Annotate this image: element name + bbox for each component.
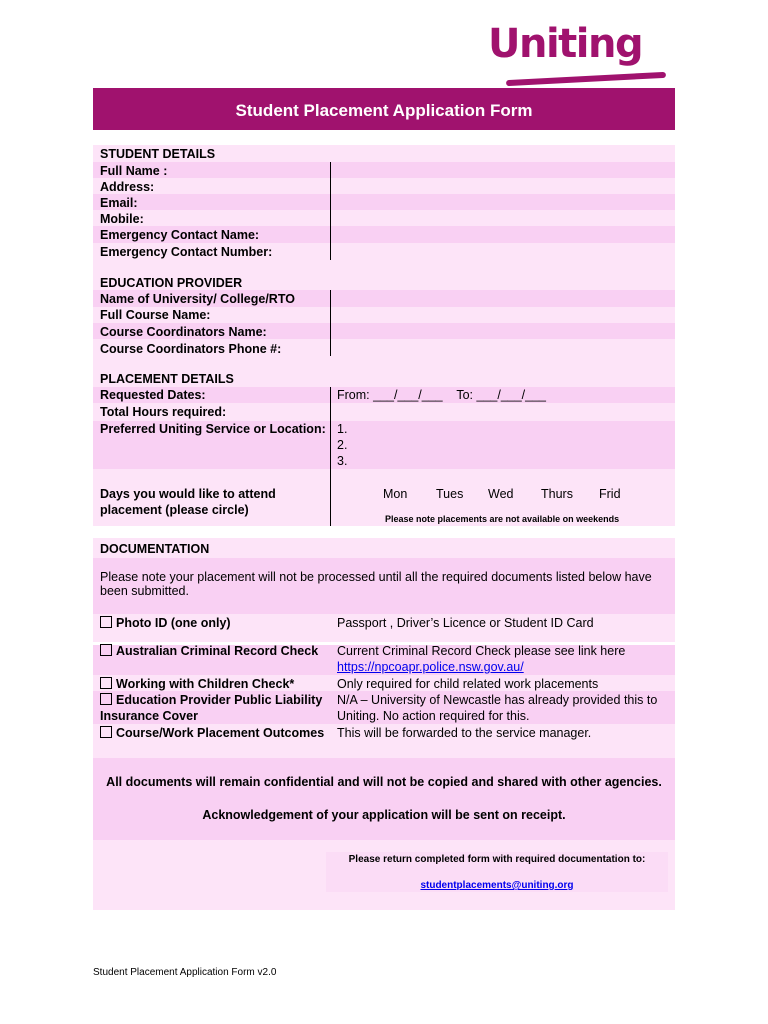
field-label-requested-dates: Requested Dates: [100, 388, 206, 402]
doc-item-detail: N/A – University of Newcastle has already provided this to Uniting. No action required for this. [337, 693, 658, 723]
doc-item-public-liability [100, 692, 325, 724]
field-label-coordinator-name: Course Coordinators Name: [100, 325, 267, 339]
checkbox-criminal-check[interactable] [100, 644, 112, 656]
day-option-mon[interactable]: Mon [383, 487, 408, 501]
checkbox-course-outcomes[interactable] [100, 726, 112, 738]
from-label: From: [337, 388, 370, 402]
field-label-days-line2: placement (please circle) [100, 503, 249, 517]
section-education-provider: EDUCATION PROVIDER [100, 276, 243, 290]
row-band [93, 758, 675, 840]
checkbox-public-liability[interactable] [100, 693, 112, 705]
location-option-1: 1. [337, 422, 348, 436]
day-option-wed[interactable]: Wed [488, 487, 514, 501]
field-label-full-name: Full Name : [100, 164, 168, 178]
page-footer: Student Placement Application Form v2.0 [93, 967, 277, 978]
confidential-note: All documents will remain confidential and will not be copied and shared with other agencies. [106, 775, 662, 789]
spacer [93, 526, 675, 538]
application-form [93, 88, 675, 910]
doc-item-photo-id [100, 615, 325, 631]
doc-item-label: Photo ID (one only) [116, 616, 231, 630]
form-title: Student Placement Application Form [93, 88, 675, 130]
field-label-total-hours: Total Hours required: [100, 405, 227, 419]
field-label-preferred-location: Preferred Uniting Service or Location: [100, 422, 326, 436]
field-label-emergency-name: Emergency Contact Name: [100, 228, 260, 242]
return-email-link[interactable]: studentplacements@uniting.org [420, 880, 574, 891]
doc-item-label: Course/Work Placement Outcomes [116, 726, 325, 740]
field-label-coordinator-phone: Course Coordinators Phone #: [100, 342, 282, 356]
doc-item-detail: Passport , Driver’s Licence or Student ID Card [337, 616, 594, 630]
column-divider [330, 162, 331, 260]
doc-item-detail: This will be forwarded to the service manager. [337, 726, 592, 740]
row-band [93, 162, 675, 178]
from-date-blank: ___/___/___ [373, 388, 443, 402]
checkbox-wwcc[interactable] [100, 677, 112, 689]
location-option-3: 3. [337, 454, 348, 468]
section-student-details: STUDENT DETAILS [100, 147, 216, 161]
row-band [93, 194, 675, 210]
field-label-course-name: Full Course Name: [100, 308, 211, 322]
row-band [93, 178, 675, 194]
checkbox-photo-id[interactable] [100, 616, 112, 628]
doc-item-detail: Current Criminal Record Check please see link here [337, 644, 626, 658]
return-box [326, 852, 668, 892]
location-option-2: 2. [337, 438, 348, 452]
doc-item-label: Australian Criminal Record Check [116, 644, 319, 658]
doc-item-label: Working with Children Check* [116, 677, 295, 691]
requested-dates-value [337, 387, 546, 403]
field-label-mobile: Mobile: [100, 212, 144, 226]
section-placement-details: PLACEMENT DETAILS [100, 372, 234, 386]
documentation-intro: Please note your placement will not be processed until all the required documents listed below have been submitted. [100, 570, 652, 598]
field-label-days-line1: Days you would like to attend [100, 487, 276, 501]
field-label-university: Name of University/ College/RTO [100, 292, 295, 306]
doc-item-detail: Only required for child related work placements [337, 677, 599, 691]
column-divider [330, 387, 331, 526]
column-divider [330, 290, 331, 356]
day-option-thurs[interactable]: Thurs [541, 487, 573, 501]
spacer [93, 130, 675, 145]
criminal-check-link[interactable]: https://npcoapr.police.nsw.gov.au/ [337, 660, 524, 674]
logo-underline [506, 72, 666, 86]
day-option-tues[interactable]: Tues [436, 487, 464, 501]
weekend-note: Please note placements are not available on weekends [385, 514, 620, 524]
acknowledgement-note: Acknowledgement of your application will be sent on receipt. [202, 808, 566, 822]
section-documentation: DOCUMENTATION [100, 542, 210, 556]
logo-text: Uniting [488, 21, 643, 67]
field-label-email: Email: [100, 196, 138, 210]
return-note: Please return completed form with required documentation to: [348, 854, 646, 865]
field-label-address: Address: [100, 180, 155, 194]
doc-item-wwcc [100, 676, 325, 692]
day-option-frid[interactable]: Frid [599, 487, 621, 501]
to-date-blank: ___/___/___ [476, 388, 547, 402]
doc-item-course-outcomes [100, 725, 325, 741]
doc-item-label: Education Provider Public Liability Insurance Cover [100, 693, 323, 723]
uniting-logo [488, 18, 684, 80]
row-band [93, 210, 675, 226]
to-label: To: [456, 388, 474, 402]
field-label-emergency-number: Emergency Contact Number: [100, 245, 273, 259]
doc-item-criminal-check [100, 643, 325, 659]
